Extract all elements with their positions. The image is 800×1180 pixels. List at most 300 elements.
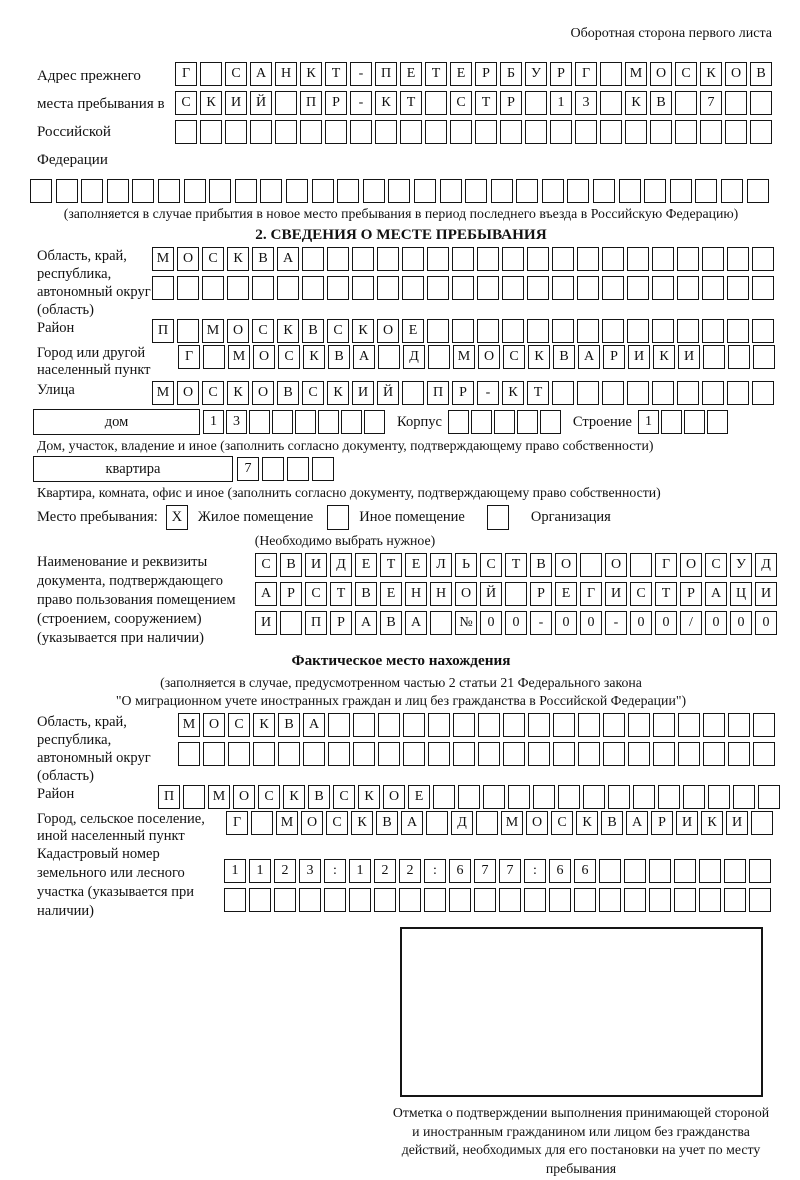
char-cell[interactable]: Р bbox=[680, 582, 702, 606]
char-cell[interactable] bbox=[593, 179, 615, 203]
char-cell[interactable] bbox=[533, 785, 555, 809]
char-cell[interactable] bbox=[649, 859, 671, 883]
char-cell[interactable] bbox=[377, 276, 399, 300]
char-cell[interactable] bbox=[250, 120, 272, 144]
char-cell[interactable] bbox=[577, 247, 599, 271]
char-cell[interactable] bbox=[278, 742, 300, 766]
char-cell[interactable] bbox=[558, 785, 580, 809]
char-cell[interactable]: С bbox=[228, 713, 250, 737]
char-cell[interactable] bbox=[378, 742, 400, 766]
char-cell[interactable]: Р bbox=[475, 62, 497, 86]
document-row-2[interactable] bbox=[255, 582, 777, 606]
char-cell[interactable] bbox=[299, 888, 321, 912]
prev-address-row-3[interactable] bbox=[175, 120, 772, 144]
char-cell[interactable] bbox=[428, 742, 450, 766]
char-cell[interactable] bbox=[30, 179, 52, 203]
char-cell[interactable]: В bbox=[601, 811, 623, 835]
char-cell[interactable]: М bbox=[202, 319, 224, 343]
char-cell[interactable] bbox=[652, 381, 674, 405]
char-cell[interactable]: В bbox=[530, 553, 552, 577]
char-cell[interactable] bbox=[649, 888, 671, 912]
char-cell[interactable]: 1 bbox=[203, 410, 224, 434]
char-cell[interactable] bbox=[578, 742, 600, 766]
char-cell[interactable]: К bbox=[227, 381, 249, 405]
char-cell[interactable] bbox=[374, 888, 396, 912]
char-cell[interactable]: О bbox=[377, 319, 399, 343]
char-cell[interactable] bbox=[377, 247, 399, 271]
char-cell[interactable]: П bbox=[300, 91, 322, 115]
char-cell[interactable]: А bbox=[405, 611, 427, 635]
char-cell[interactable] bbox=[177, 319, 199, 343]
char-cell[interactable]: К bbox=[375, 91, 397, 115]
char-cell[interactable]: С bbox=[675, 62, 697, 86]
char-cell[interactable] bbox=[502, 247, 524, 271]
char-cell[interactable] bbox=[652, 319, 674, 343]
char-cell[interactable]: - bbox=[350, 62, 372, 86]
char-cell[interactable] bbox=[300, 120, 322, 144]
char-cell[interactable]: А bbox=[255, 582, 277, 606]
char-cell[interactable] bbox=[727, 247, 749, 271]
char-cell[interactable] bbox=[727, 381, 749, 405]
char-cell[interactable] bbox=[295, 410, 316, 434]
apartment-cells[interactable] bbox=[237, 457, 334, 481]
char-cell[interactable] bbox=[658, 785, 680, 809]
char-cell[interactable] bbox=[724, 859, 746, 883]
char-cell[interactable] bbox=[328, 713, 350, 737]
char-cell[interactable] bbox=[721, 179, 743, 203]
char-cell[interactable]: Ц bbox=[730, 582, 752, 606]
char-cell[interactable]: И bbox=[352, 381, 374, 405]
char-cell[interactable]: О bbox=[605, 553, 627, 577]
char-cell[interactable]: Е bbox=[408, 785, 430, 809]
char-cell[interactable] bbox=[280, 611, 302, 635]
char-cell[interactable] bbox=[478, 742, 500, 766]
char-cell[interactable] bbox=[553, 742, 575, 766]
char-cell[interactable]: Р bbox=[550, 62, 572, 86]
char-cell[interactable] bbox=[674, 888, 696, 912]
char-cell[interactable] bbox=[630, 553, 652, 577]
char-cell[interactable] bbox=[178, 742, 200, 766]
char-cell[interactable] bbox=[678, 742, 700, 766]
char-cell[interactable]: В bbox=[308, 785, 330, 809]
char-cell[interactable] bbox=[702, 247, 724, 271]
char-cell[interactable] bbox=[378, 713, 400, 737]
char-cell[interactable]: К bbox=[352, 319, 374, 343]
char-cell[interactable]: 3 bbox=[226, 410, 247, 434]
char-cell[interactable]: А bbox=[355, 611, 377, 635]
char-cell[interactable]: 0 bbox=[705, 611, 727, 635]
char-cell[interactable] bbox=[224, 888, 246, 912]
char-cell[interactable] bbox=[483, 785, 505, 809]
char-cell[interactable] bbox=[502, 319, 524, 343]
char-cell[interactable]: С bbox=[503, 345, 525, 369]
char-cell[interactable]: : bbox=[524, 859, 546, 883]
char-cell[interactable] bbox=[440, 179, 462, 203]
char-cell[interactable] bbox=[674, 859, 696, 883]
char-cell[interactable] bbox=[750, 91, 772, 115]
char-cell[interactable]: Г bbox=[655, 553, 677, 577]
char-cell[interactable]: С bbox=[175, 91, 197, 115]
char-cell[interactable]: 7 bbox=[700, 91, 722, 115]
char-cell[interactable] bbox=[602, 276, 624, 300]
char-cell[interactable]: О bbox=[203, 713, 225, 737]
char-cell[interactable] bbox=[449, 888, 471, 912]
char-cell[interactable]: Р bbox=[325, 91, 347, 115]
char-cell[interactable] bbox=[327, 276, 349, 300]
char-cell[interactable] bbox=[753, 742, 775, 766]
char-cell[interactable]: Р bbox=[452, 381, 474, 405]
char-cell[interactable]: Г bbox=[575, 62, 597, 86]
char-cell[interactable]: 6 bbox=[449, 859, 471, 883]
korpus-cells[interactable] bbox=[448, 410, 561, 434]
char-cell[interactable]: С bbox=[333, 785, 355, 809]
char-cell[interactable] bbox=[81, 179, 103, 203]
char-cell[interactable]: М bbox=[501, 811, 523, 835]
char-cell[interactable] bbox=[599, 888, 621, 912]
document-row-3[interactable] bbox=[255, 611, 777, 635]
char-cell[interactable]: К bbox=[502, 381, 524, 405]
char-cell[interactable]: 1 bbox=[249, 859, 271, 883]
char-cell[interactable]: К bbox=[300, 62, 322, 86]
char-cell[interactable]: О bbox=[253, 345, 275, 369]
char-cell[interactable] bbox=[275, 91, 297, 115]
char-cell[interactable]: И bbox=[605, 582, 627, 606]
char-cell[interactable] bbox=[540, 410, 561, 434]
char-cell[interactable] bbox=[602, 319, 624, 343]
char-cell[interactable] bbox=[574, 888, 596, 912]
char-cell[interactable] bbox=[575, 120, 597, 144]
char-cell[interactable] bbox=[272, 410, 293, 434]
char-cell[interactable]: 2 bbox=[274, 859, 296, 883]
char-cell[interactable]: У bbox=[525, 62, 547, 86]
char-cell[interactable] bbox=[350, 120, 372, 144]
char-cell[interactable]: С bbox=[255, 553, 277, 577]
char-cell[interactable] bbox=[402, 381, 424, 405]
char-cell[interactable] bbox=[302, 276, 324, 300]
char-cell[interactable]: Ь bbox=[455, 553, 477, 577]
char-cell[interactable]: - bbox=[605, 611, 627, 635]
char-cell[interactable]: 0 bbox=[630, 611, 652, 635]
char-cell[interactable]: Д bbox=[330, 553, 352, 577]
char-cell[interactable]: Г bbox=[175, 62, 197, 86]
char-cell[interactable]: К bbox=[700, 62, 722, 86]
char-cell[interactable] bbox=[652, 247, 674, 271]
char-cell[interactable] bbox=[399, 888, 421, 912]
stay-residential-checkbox[interactable]: X bbox=[166, 505, 188, 530]
char-cell[interactable]: С bbox=[305, 582, 327, 606]
char-cell[interactable]: Д bbox=[451, 811, 473, 835]
char-cell[interactable] bbox=[353, 742, 375, 766]
char-cell[interactable] bbox=[677, 319, 699, 343]
char-cell[interactable]: / bbox=[680, 611, 702, 635]
char-cell[interactable]: К bbox=[283, 785, 305, 809]
char-cell[interactable] bbox=[758, 785, 780, 809]
char-cell[interactable] bbox=[494, 410, 515, 434]
char-cell[interactable] bbox=[427, 319, 449, 343]
char-cell[interactable] bbox=[132, 179, 154, 203]
char-cell[interactable]: К bbox=[625, 91, 647, 115]
char-cell[interactable]: А bbox=[705, 582, 727, 606]
char-cell[interactable] bbox=[619, 179, 641, 203]
char-cell[interactable]: В bbox=[277, 381, 299, 405]
char-cell[interactable]: С bbox=[202, 381, 224, 405]
char-cell[interactable]: 2 bbox=[399, 859, 421, 883]
char-cell[interactable] bbox=[628, 742, 650, 766]
char-cell[interactable]: 1 bbox=[349, 859, 371, 883]
char-cell[interactable]: А bbox=[303, 713, 325, 737]
char-cell[interactable]: Г bbox=[178, 345, 200, 369]
char-cell[interactable] bbox=[235, 179, 257, 203]
char-cell[interactable] bbox=[363, 179, 385, 203]
char-cell[interactable] bbox=[503, 742, 525, 766]
char-cell[interactable]: Т bbox=[330, 582, 352, 606]
char-cell[interactable]: О bbox=[177, 247, 199, 271]
char-cell[interactable] bbox=[600, 62, 622, 86]
char-cell[interactable]: С bbox=[278, 345, 300, 369]
char-cell[interactable] bbox=[653, 713, 675, 737]
char-cell[interactable]: И bbox=[676, 811, 698, 835]
char-cell[interactable]: 0 bbox=[555, 611, 577, 635]
char-cell[interactable]: О bbox=[383, 785, 405, 809]
char-cell[interactable] bbox=[749, 859, 771, 883]
char-cell[interactable] bbox=[752, 319, 774, 343]
char-cell[interactable] bbox=[433, 785, 455, 809]
char-cell[interactable]: С bbox=[202, 247, 224, 271]
char-cell[interactable] bbox=[56, 179, 78, 203]
char-cell[interactable]: О bbox=[555, 553, 577, 577]
prev-address-row-1[interactable] bbox=[175, 62, 772, 86]
char-cell[interactable]: П bbox=[375, 62, 397, 86]
char-cell[interactable]: И bbox=[255, 611, 277, 635]
char-cell[interactable]: - bbox=[530, 611, 552, 635]
char-cell[interactable] bbox=[552, 319, 574, 343]
char-cell[interactable] bbox=[708, 785, 730, 809]
char-cell[interactable] bbox=[203, 345, 225, 369]
char-cell[interactable] bbox=[752, 381, 774, 405]
char-cell[interactable] bbox=[424, 888, 446, 912]
char-cell[interactable]: Р bbox=[330, 611, 352, 635]
char-cell[interactable] bbox=[364, 410, 385, 434]
char-cell[interactable]: Г bbox=[580, 582, 602, 606]
char-cell[interactable]: И bbox=[678, 345, 700, 369]
char-cell[interactable] bbox=[318, 410, 339, 434]
char-cell[interactable] bbox=[175, 120, 197, 144]
char-cell[interactable] bbox=[728, 713, 750, 737]
char-cell[interactable]: А bbox=[250, 62, 272, 86]
char-cell[interactable]: № bbox=[455, 611, 477, 635]
char-cell[interactable]: 0 bbox=[580, 611, 602, 635]
char-cell[interactable] bbox=[225, 120, 247, 144]
char-cell[interactable]: С bbox=[630, 582, 652, 606]
char-cell[interactable]: В bbox=[553, 345, 575, 369]
char-cell[interactable] bbox=[627, 381, 649, 405]
char-cell[interactable]: 6 bbox=[549, 859, 571, 883]
char-cell[interactable] bbox=[699, 888, 721, 912]
char-cell[interactable]: И bbox=[755, 582, 777, 606]
char-cell[interactable] bbox=[183, 785, 205, 809]
char-cell[interactable]: О bbox=[227, 319, 249, 343]
char-cell[interactable] bbox=[703, 742, 725, 766]
char-cell[interactable] bbox=[227, 276, 249, 300]
char-cell[interactable] bbox=[670, 179, 692, 203]
char-cell[interactable]: 1 bbox=[550, 91, 572, 115]
char-cell[interactable] bbox=[653, 742, 675, 766]
char-cell[interactable]: Й bbox=[250, 91, 272, 115]
document-row-1[interactable] bbox=[255, 553, 777, 577]
char-cell[interactable] bbox=[552, 247, 574, 271]
char-cell[interactable]: 0 bbox=[480, 611, 502, 635]
char-cell[interactable] bbox=[353, 713, 375, 737]
char-cell[interactable]: - bbox=[477, 381, 499, 405]
char-cell[interactable] bbox=[476, 811, 498, 835]
char-cell[interactable]: О bbox=[680, 553, 702, 577]
char-cell[interactable] bbox=[249, 410, 270, 434]
char-cell[interactable]: С bbox=[705, 553, 727, 577]
char-cell[interactable] bbox=[525, 91, 547, 115]
char-cell[interactable]: Р bbox=[530, 582, 552, 606]
char-cell[interactable] bbox=[152, 276, 174, 300]
char-cell[interactable]: Т bbox=[425, 62, 447, 86]
char-cell[interactable] bbox=[402, 247, 424, 271]
char-cell[interactable]: Т bbox=[400, 91, 422, 115]
char-cell[interactable] bbox=[274, 888, 296, 912]
char-cell[interactable]: Н bbox=[405, 582, 427, 606]
char-cell[interactable]: И bbox=[628, 345, 650, 369]
char-cell[interactable] bbox=[628, 713, 650, 737]
char-cell[interactable]: Г bbox=[226, 811, 248, 835]
char-cell[interactable]: С bbox=[327, 319, 349, 343]
char-cell[interactable]: М bbox=[178, 713, 200, 737]
char-cell[interactable] bbox=[428, 345, 450, 369]
char-cell[interactable] bbox=[328, 742, 350, 766]
char-cell[interactable]: 0 bbox=[755, 611, 777, 635]
char-cell[interactable]: Д bbox=[403, 345, 425, 369]
char-cell[interactable] bbox=[452, 319, 474, 343]
char-cell[interactable] bbox=[747, 179, 769, 203]
char-cell[interactable] bbox=[478, 713, 500, 737]
char-cell[interactable] bbox=[475, 120, 497, 144]
char-cell[interactable] bbox=[312, 457, 334, 481]
char-cell[interactable] bbox=[602, 247, 624, 271]
char-cell[interactable]: С bbox=[326, 811, 348, 835]
char-cell[interactable] bbox=[491, 179, 513, 203]
char-cell[interactable] bbox=[699, 859, 721, 883]
char-cell[interactable] bbox=[684, 410, 705, 434]
char-cell[interactable]: 7 bbox=[237, 457, 259, 481]
char-cell[interactable] bbox=[527, 276, 549, 300]
char-cell[interactable]: О bbox=[252, 381, 274, 405]
char-cell[interactable]: М bbox=[208, 785, 230, 809]
char-cell[interactable] bbox=[652, 276, 674, 300]
char-cell[interactable]: В bbox=[650, 91, 672, 115]
char-cell[interactable] bbox=[202, 276, 224, 300]
char-cell[interactable] bbox=[427, 276, 449, 300]
house-number-cells[interactable] bbox=[203, 410, 385, 434]
char-cell[interactable] bbox=[450, 120, 472, 144]
char-cell[interactable] bbox=[375, 120, 397, 144]
street-row[interactable] bbox=[152, 381, 774, 405]
char-cell[interactable] bbox=[425, 91, 447, 115]
char-cell[interactable]: Т bbox=[380, 553, 402, 577]
char-cell[interactable] bbox=[453, 713, 475, 737]
char-cell[interactable]: О bbox=[233, 785, 255, 809]
char-cell[interactable] bbox=[505, 582, 527, 606]
char-cell[interactable] bbox=[474, 888, 496, 912]
city-row[interactable] bbox=[178, 345, 775, 369]
char-cell[interactable] bbox=[414, 179, 436, 203]
char-cell[interactable]: П bbox=[427, 381, 449, 405]
char-cell[interactable]: И bbox=[726, 811, 748, 835]
char-cell[interactable] bbox=[702, 381, 724, 405]
char-cell[interactable]: П bbox=[158, 785, 180, 809]
char-cell[interactable] bbox=[352, 276, 374, 300]
char-cell[interactable] bbox=[158, 179, 180, 203]
char-cell[interactable]: К bbox=[351, 811, 373, 835]
char-cell[interactable]: С bbox=[480, 553, 502, 577]
char-cell[interactable] bbox=[627, 247, 649, 271]
char-cell[interactable] bbox=[249, 888, 271, 912]
char-cell[interactable]: С bbox=[258, 785, 280, 809]
char-cell[interactable] bbox=[388, 179, 410, 203]
char-cell[interactable]: Т bbox=[505, 553, 527, 577]
char-cell[interactable] bbox=[702, 319, 724, 343]
char-cell[interactable] bbox=[624, 859, 646, 883]
char-cell[interactable]: Е bbox=[380, 582, 402, 606]
char-cell[interactable] bbox=[600, 91, 622, 115]
char-cell[interactable]: В bbox=[355, 582, 377, 606]
char-cell[interactable] bbox=[627, 276, 649, 300]
stroenie-cells[interactable] bbox=[638, 410, 728, 434]
char-cell[interactable] bbox=[553, 713, 575, 737]
char-cell[interactable] bbox=[430, 611, 452, 635]
char-cell[interactable] bbox=[502, 276, 524, 300]
char-cell[interactable] bbox=[403, 742, 425, 766]
char-cell[interactable] bbox=[552, 381, 574, 405]
char-cell[interactable] bbox=[578, 713, 600, 737]
char-cell[interactable]: Е bbox=[405, 553, 427, 577]
char-cell[interactable]: П bbox=[305, 611, 327, 635]
char-cell[interactable]: А bbox=[626, 811, 648, 835]
char-cell[interactable] bbox=[552, 276, 574, 300]
char-cell[interactable]: Т bbox=[475, 91, 497, 115]
char-cell[interactable]: К bbox=[358, 785, 380, 809]
char-cell[interactable] bbox=[302, 247, 324, 271]
char-cell[interactable]: С bbox=[252, 319, 274, 343]
char-cell[interactable]: В bbox=[302, 319, 324, 343]
char-cell[interactable]: К bbox=[200, 91, 222, 115]
char-cell[interactable]: И bbox=[305, 553, 327, 577]
char-cell[interactable]: К bbox=[576, 811, 598, 835]
char-cell[interactable]: Е bbox=[402, 319, 424, 343]
char-cell[interactable] bbox=[426, 811, 448, 835]
char-cell[interactable] bbox=[608, 785, 630, 809]
char-cell[interactable]: В bbox=[750, 62, 772, 86]
char-cell[interactable] bbox=[677, 247, 699, 271]
char-cell[interactable]: 6 bbox=[574, 859, 596, 883]
char-cell[interactable] bbox=[725, 120, 747, 144]
char-cell[interactable]: Е bbox=[555, 582, 577, 606]
char-cell[interactable] bbox=[228, 742, 250, 766]
char-cell[interactable] bbox=[752, 247, 774, 271]
char-cell[interactable]: Т bbox=[527, 381, 549, 405]
char-cell[interactable]: : bbox=[324, 859, 346, 883]
char-cell[interactable] bbox=[203, 742, 225, 766]
fact-region-row-1[interactable] bbox=[178, 713, 775, 737]
char-cell[interactable]: О bbox=[177, 381, 199, 405]
char-cell[interactable]: Р bbox=[651, 811, 673, 835]
char-cell[interactable]: К bbox=[303, 345, 325, 369]
char-cell[interactable] bbox=[528, 742, 550, 766]
